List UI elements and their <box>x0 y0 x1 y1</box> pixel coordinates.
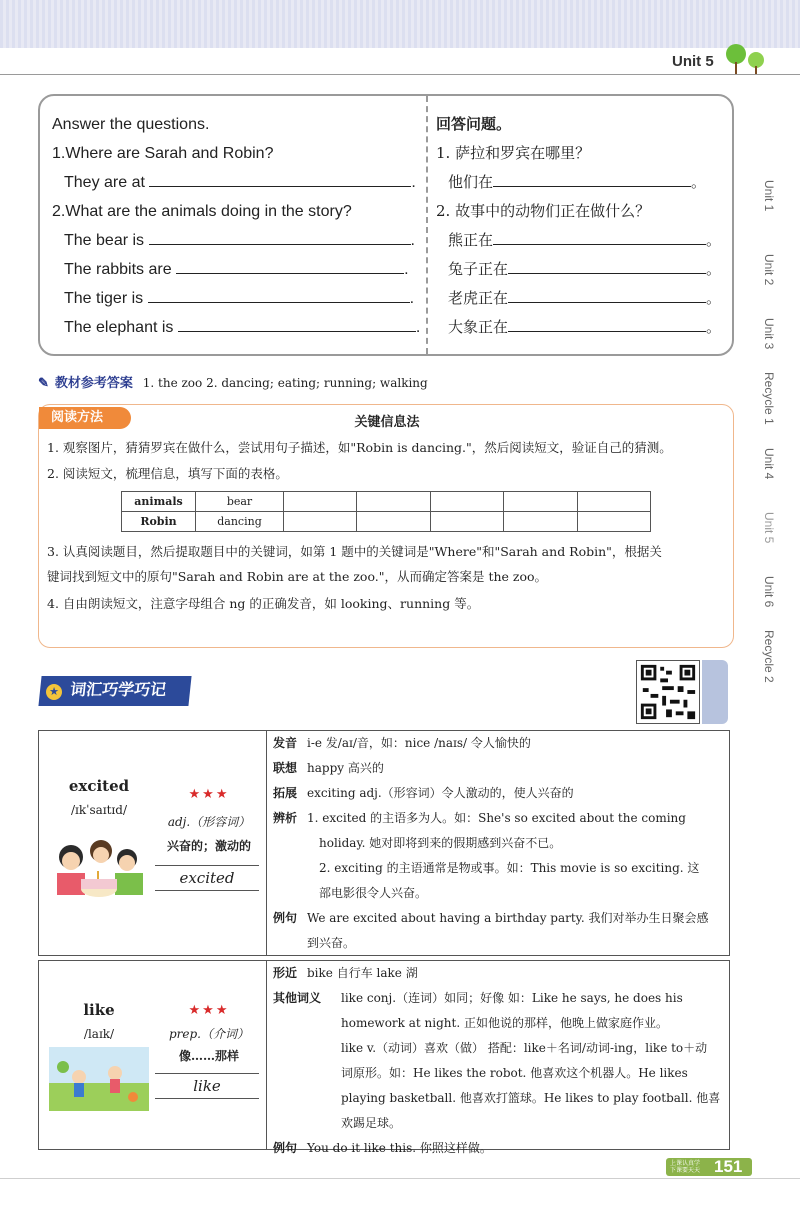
pencil-icon: ✎ <box>38 376 49 391</box>
table-cell: bear <box>196 492 284 512</box>
row-content: 欢踢足球。 <box>341 1116 402 1130</box>
side-tab-recycle1[interactable]: Recycle 1 <box>762 372 776 425</box>
answer-line-2-zh <box>436 226 726 255</box>
answer-blank[interactable] <box>149 169 411 187</box>
questions-english <box>52 110 422 342</box>
table-row <box>122 492 651 512</box>
top-decor-band <box>0 0 800 48</box>
vocab-row-example <box>271 1136 727 1161</box>
question-1-en: 1.Where are Sarah and Robin? <box>52 145 274 162</box>
answer-line-5-en <box>52 313 422 342</box>
reading-method-tag: 阅读方法 <box>39 407 131 429</box>
vocab-phonetic: /laɪk/ <box>83 1027 115 1041</box>
row-label: 例句 <box>273 1141 298 1155</box>
vocab-row-pronunciation <box>271 731 727 756</box>
vocab-row-extension <box>271 781 727 806</box>
answer-prompt: The tiger is <box>64 290 144 307</box>
vocab-row-distinction <box>271 806 727 906</box>
tree-icon <box>722 40 770 76</box>
answer-line-3-zh <box>436 255 726 284</box>
reference-answers-text: 1. the zoo 2. dancing; eating; running; walking <box>142 376 428 390</box>
row-content: 部电影很令人兴奋。 <box>319 886 428 900</box>
handwriting-word: like <box>193 1077 221 1095</box>
answer-blank[interactable] <box>178 314 416 332</box>
slogan-line: 下课要天天 <box>670 1167 701 1174</box>
handwriting-word: excited <box>179 869 235 887</box>
row-label: 其他词义 <box>273 991 322 1005</box>
question-2-en: 2.What are the animals doing in the story? <box>52 203 352 220</box>
slogan-line: 上课认真学 <box>670 1160 701 1167</box>
star-icon: ★ <box>46 684 62 700</box>
side-tab-unit6[interactable]: Unit 6 <box>762 576 776 608</box>
vocab-word: like <box>83 1001 115 1019</box>
row-content: like conj.（连词）如同；好像 如：Like he says, he does his <box>341 991 683 1005</box>
word-meaning: 像……那样 <box>178 1049 239 1063</box>
table-cell: dancing <box>196 512 284 532</box>
answer-blank[interactable] <box>493 227 706 245</box>
answer-line-1-zh <box>436 168 726 197</box>
row-label: 辨析 <box>273 811 298 825</box>
method-step-1: 1. 观察图片，猜猜罗宾在做什么，尝试用句子描述，如"Robin is dancing."，然后阅读短文，验证自己的猜测。 <box>47 440 672 455</box>
vocab-heading: 词汇巧学巧记 <box>38 676 191 706</box>
side-tab-unit4[interactable]: Unit 4 <box>762 448 776 480</box>
vocab-word: excited <box>68 777 130 795</box>
vocab-row-association <box>271 756 727 781</box>
questions-title-en: Answer the questions. <box>52 116 210 133</box>
difficulty-stars: ★★★ <box>188 1003 230 1018</box>
handwriting-line[interactable] <box>155 1073 259 1099</box>
vocab-card-excited <box>38 730 730 956</box>
table-cell[interactable] <box>357 492 430 512</box>
period: 。 <box>706 289 722 307</box>
page-number: 151 <box>714 1157 743 1176</box>
period: 。 <box>691 173 707 191</box>
table-cell[interactable] <box>357 512 430 532</box>
questions-box <box>38 94 734 356</box>
period: 。 <box>706 318 722 336</box>
table-cell[interactable] <box>284 512 357 532</box>
table-cell[interactable] <box>577 492 650 512</box>
vocab-row-example <box>271 906 727 956</box>
row-content: holiday. 她对即将到来的假期感到兴奋不已。 <box>319 836 562 850</box>
row-label: 拓展 <box>273 786 298 800</box>
table-row <box>122 512 651 532</box>
row-content: homework at night. 正如他说的那样，他晚上做家庭作业。 <box>341 1016 668 1030</box>
answer-blank[interactable] <box>508 256 706 274</box>
period: . <box>404 261 409 278</box>
row-content: We are excited about having a birthday party. 我们对举办生日聚会感 <box>307 911 709 925</box>
answer-line-1-en <box>52 168 422 197</box>
answer-line-2-en <box>52 226 422 255</box>
row-content: i-e 发/aɪ/音，如：nice /naɪs/ 令人愉快的 <box>307 736 531 750</box>
handwriting-line[interactable] <box>155 865 259 891</box>
footer-rule <box>0 1178 800 1179</box>
questions-title-zh: 回答问题。 <box>436 115 512 133</box>
table-cell[interactable] <box>504 512 577 532</box>
answer-prompt: 老虎正在 <box>448 289 509 307</box>
period: . <box>411 174 416 191</box>
answer-prompt: 熊正在 <box>448 231 494 249</box>
answer-blank[interactable] <box>148 285 410 303</box>
questions-chinese <box>436 110 726 342</box>
vocab-card-right <box>271 961 727 1161</box>
period: . <box>409 290 415 307</box>
part-of-speech: adj.（形容词） <box>167 815 251 829</box>
row-content: 1. excited 的主语多为人。如：She's so excited about the coming <box>307 811 686 825</box>
questions-divider <box>426 96 428 354</box>
difficulty-stars: ★★★ <box>188 787 230 802</box>
question-1-zh: 1. 萨拉和罗宾在哪里？ <box>436 144 591 162</box>
row-label: 例句 <box>273 911 298 925</box>
animals-table <box>121 491 651 532</box>
row-content: like v.（动词）喜欢（做） 搭配：like＋名词/动词-ing，like to＋动 <box>341 1041 708 1055</box>
table-cell[interactable] <box>577 512 650 532</box>
qr-side-label <box>702 660 728 724</box>
answer-prompt: 兔子正在 <box>448 260 509 278</box>
answer-line-4-zh <box>436 284 726 313</box>
vocab-card-left <box>39 731 267 955</box>
method-step-3b: 键词找到短文中的原句"Sarah and Robin are at the zoo."，从而确定答案是 the zoo。 <box>47 569 548 584</box>
answer-blank[interactable] <box>149 227 411 245</box>
answer-blank[interactable] <box>508 285 706 303</box>
playing-kids-illustration <box>49 1047 149 1111</box>
part-of-speech: prep.（介词） <box>168 1027 250 1041</box>
unit-label: Unit 5 <box>672 53 714 70</box>
question-2-zh: 2. 故事中的动物们正在做什么？ <box>436 202 651 220</box>
answer-line-3-en <box>52 255 422 284</box>
table-cell[interactable] <box>430 492 503 512</box>
answer-prompt: They are at <box>64 174 145 191</box>
answer-prompt: The rabbits are <box>64 261 172 278</box>
vocab-card-left <box>39 961 267 1149</box>
side-tab-unit2[interactable]: Unit 2 <box>762 254 776 286</box>
row-content: 词原形。如：He likes the robot. 他喜欢这个机器人。He likes <box>341 1066 688 1080</box>
answer-prompt: 大象正在 <box>448 318 509 336</box>
reading-method-box <box>38 404 734 648</box>
word-meaning: 兴奋的；激动的 <box>166 839 251 853</box>
answer-blank[interactable] <box>176 256 404 274</box>
period: . <box>410 232 415 249</box>
page-number-badge <box>666 1154 766 1178</box>
period: 。 <box>706 260 722 278</box>
row-content: bike 自行车 lake 湖 <box>307 966 418 980</box>
table-cell[interactable] <box>284 492 357 512</box>
row-content: playing basketball. 他喜欢打篮球。He likes to play football. 他喜 <box>341 1091 721 1105</box>
period: . <box>415 319 421 336</box>
page-slogan <box>670 1160 700 1174</box>
reference-answers-label: 教材参考答案 <box>54 376 133 391</box>
answer-line-4-en <box>52 284 422 313</box>
row-label: 形近 <box>273 966 298 980</box>
row-content: happy 高兴的 <box>307 761 384 775</box>
answer-prompt: 他们在 <box>448 173 494 191</box>
table-cell: Robin <box>122 512 196 532</box>
vocab-row-other-meanings <box>271 986 727 1136</box>
reading-method-title: 关键信息法 <box>354 415 420 430</box>
vocab-card-like <box>38 960 730 1155</box>
row-content: You do it like this. 你照这样做。 <box>307 1141 492 1155</box>
answer-line-5-zh <box>436 313 726 342</box>
answer-blank[interactable] <box>508 314 706 332</box>
side-tab-recycle2[interactable]: Recycle 2 <box>762 630 776 683</box>
answer-prompt: The bear is <box>64 232 145 249</box>
answer-prompt: The elephant is <box>64 319 174 336</box>
vocab-row-similar <box>271 961 727 986</box>
method-step-4: 4. 自由朗读短文，注意字母组合 ng 的正确发音，如 looking、running 等。 <box>47 596 480 611</box>
vocab-phonetic: /ɪkˈsaɪtɪd/ <box>71 803 127 817</box>
side-tab-unit5[interactable]: Unit 5 <box>762 512 776 544</box>
table-cell[interactable] <box>430 512 503 532</box>
reference-answers <box>38 372 428 391</box>
side-tab-unit1[interactable]: Unit 1 <box>762 180 776 212</box>
qr-code-icon[interactable] <box>636 660 700 724</box>
row-content: 到兴奋。 <box>307 936 356 950</box>
birthday-kids-illustration <box>49 837 149 901</box>
vocab-card-right <box>271 731 727 956</box>
side-tab-unit3[interactable]: Unit 3 <box>762 318 776 350</box>
table-cell[interactable] <box>504 492 577 512</box>
row-label: 发音 <box>273 736 298 750</box>
table-cell: animals <box>122 492 196 512</box>
row-content: exciting adj.（形容词）令人激动的，使人兴奋的 <box>307 786 574 800</box>
method-step-2: 2. 阅读短文，梳理信息，填写下面的表格。 <box>47 466 288 481</box>
method-step-3a: 3. 认真阅读题目，然后提取题目中的关键词，如第 1 题中的关键词是"Where"和"Sarah and Robin"，根据关 <box>47 544 662 559</box>
period: 。 <box>706 231 722 249</box>
row-content: 2. exciting 的主语通常是物或事。如：This movie is so exciting. 这 <box>319 861 700 875</box>
answer-blank[interactable] <box>493 169 691 187</box>
header-rule <box>0 74 800 75</box>
row-label: 联想 <box>273 761 298 775</box>
